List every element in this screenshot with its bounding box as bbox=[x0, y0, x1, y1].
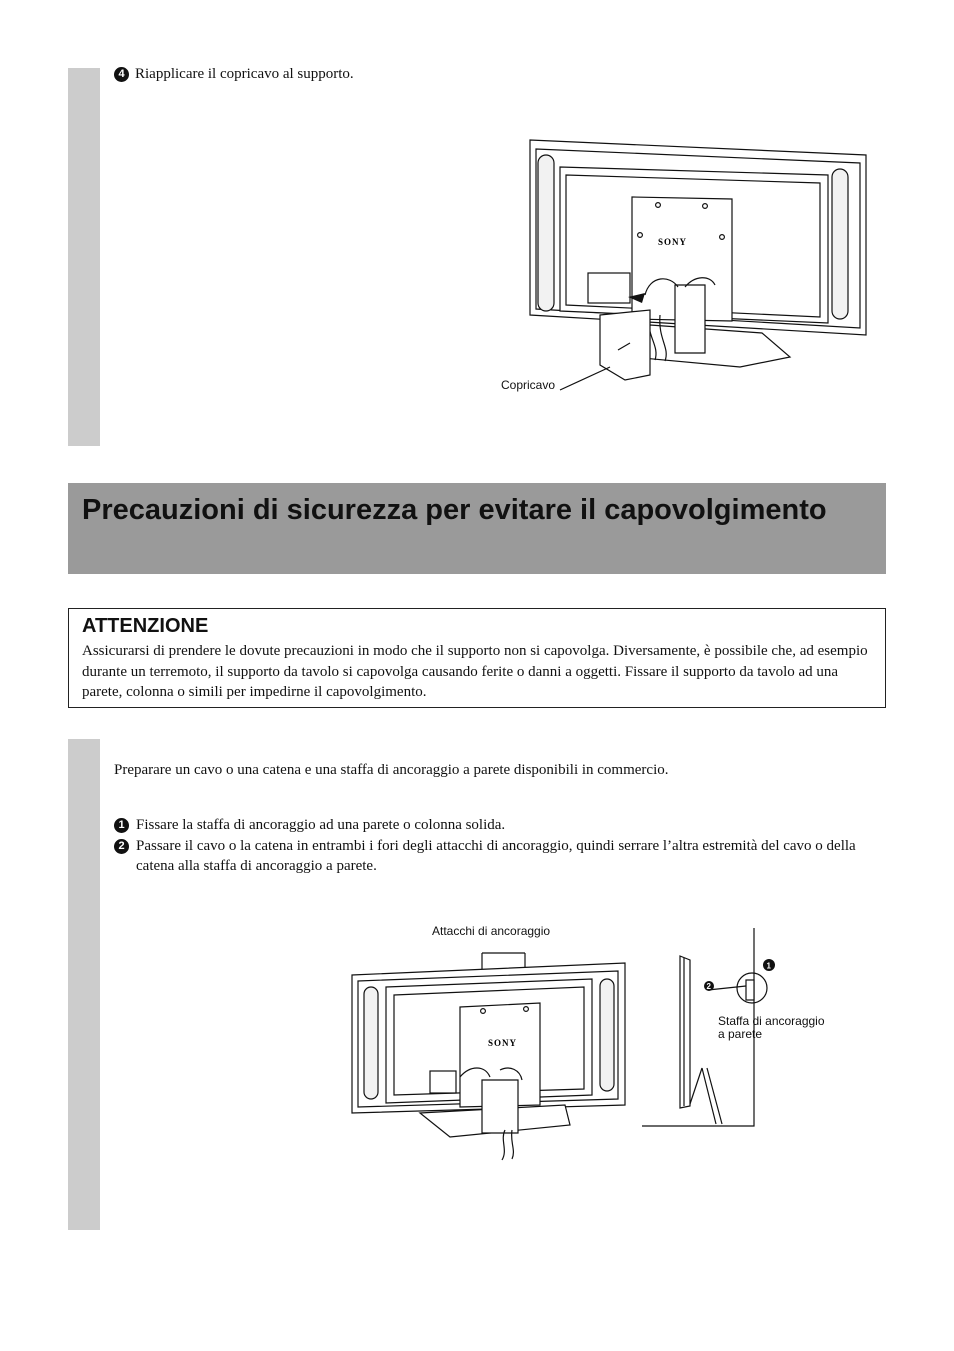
side-bar-top bbox=[68, 68, 100, 446]
step-number: 4 bbox=[114, 67, 129, 82]
label-staffa-line1: Staffa di ancoraggio bbox=[718, 1014, 825, 1028]
step-text: Fissare la staffa di ancoraggio ad una parete o colonna solida. bbox=[136, 817, 506, 833]
brand-logo: SONY bbox=[658, 237, 688, 247]
label-staffa-line2: a parete bbox=[718, 1027, 763, 1041]
svg-text:1: 1 bbox=[766, 961, 771, 971]
warning-heading: ATTENZIONE bbox=[82, 615, 209, 637]
step-text: Passare il cavo o la catena in entrambi i fori degli attacchi di ancoraggio, quindi serrare l’altra estremità del cavo o della catena alla staffa di ancoraggio a parete. bbox=[136, 837, 856, 874]
label-attacchi: Attacchi di ancoraggio bbox=[432, 924, 551, 938]
warning-text: Assicurarsi di prendere le dovute precauzioni in modo che il supporto non si capovolga. Diversamente, è possibile che, ad esempio durante un terremoto, il supporto da tavolo si capovolga causando ferite o danni a oggetti. Fissare il supporto da tavolo ad una parete, colonna o simili per impedirne il capovolgimento. bbox=[82, 643, 868, 700]
label-copricavo: Copricavo bbox=[501, 378, 556, 392]
steps-list bbox=[114, 815, 874, 877]
intro-text: Preparare un cavo o una catena e una staffa di ancoraggio a parete disponibili in commercio. bbox=[114, 762, 669, 778]
tv-back-cover-illustration bbox=[500, 135, 880, 405]
step-2 bbox=[114, 836, 874, 877]
step-4 bbox=[114, 66, 354, 83]
warning-box bbox=[68, 608, 886, 708]
svg-text:2: 2 bbox=[706, 982, 711, 991]
step-number: 1 bbox=[114, 818, 129, 833]
brand-logo: SONY bbox=[488, 1038, 518, 1048]
label-staffa bbox=[718, 1015, 825, 1041]
section-title: Precauzioni di sicurezza per evitare il capovolgimento bbox=[82, 494, 827, 526]
tv-anchor-illustration bbox=[350, 945, 640, 1160]
side-bar-bottom bbox=[68, 739, 100, 1230]
step-number: 2 bbox=[114, 839, 129, 854]
step-text: Riapplicare il copricavo al supporto. bbox=[135, 66, 354, 82]
step-1 bbox=[114, 815, 874, 836]
section-banner bbox=[68, 483, 886, 574]
